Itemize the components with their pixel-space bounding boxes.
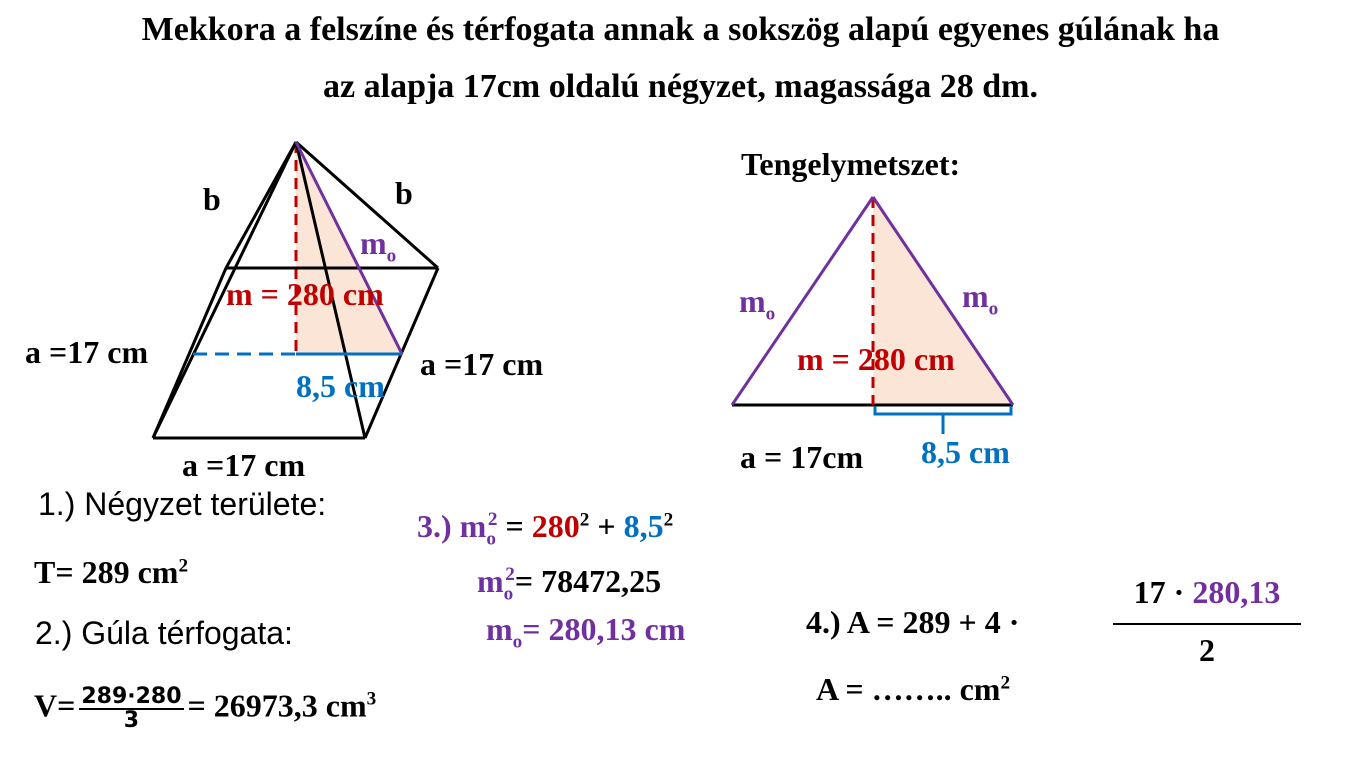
step2-formula: V= $\frac{289\cdot 280}{3}$ = 26973,3 $cm^3$ [34,684,377,733]
step3-line2: $m_o^2= 78472,25$ [477,563,662,605]
step2-label: 2.) Gúla térfogata: [35,615,293,651]
title-line-2: az alapja 17cm oldalú négyzet, magassága 28 dm. [323,68,1038,105]
section-slant-label-left: $m_o$ [739,283,776,325]
step4-fraction-numerator: 17 · 280,13 [1133,574,1281,610]
step1-label: 1.) Négyzet területe: [38,486,327,522]
step2-fraction-numerator: 289·280 [81,684,182,709]
step3-line3: $m_o= 280,13$ cm [486,611,686,653]
step4-fraction-denominator: 2 [1199,632,1215,668]
section-slant-label-right: $m_o$ [962,278,999,320]
title-line-1: Mekkora a felszíne és térfogata annak a sokszög alapú egyenes gúlának ha [141,11,1220,48]
section-height-label: m = 280 cm [797,341,955,377]
pyramid-side-label-right: a =17 cm [420,346,544,382]
step2-fraction-denominator: 3 [123,708,140,733]
pyramid-half-side-label: 8,5 cm [296,368,385,404]
section-heading: Tengelymetszet: [741,146,961,182]
pyramid-height-label: m = 280 cm [226,276,384,312]
pyramid-slant-label: $m_o$ [360,225,397,267]
section-base-label: a = 17cm [740,439,864,475]
step4-result: A = …….. $cm^2$ [816,671,1011,707]
step3-equation: 3.) $m_o^2 = 280^2 + 8,5^2$ [417,508,674,550]
pyramid-side-label-left: a =17 cm [25,334,149,370]
step1-result: T= 289 $cm^2$ [34,554,189,590]
section-half-base-label: 8,5 cm [921,434,1010,470]
pyramid-side-label-bottom: a =17 cm [182,447,306,483]
pyramid-edge-label-left: b [203,181,221,217]
pyramid-edge-label-right: b [395,175,413,211]
step4-prefix: 4.) A = 289 + 4 · [806,604,1020,640]
section-half-base-brace [875,406,1011,434]
